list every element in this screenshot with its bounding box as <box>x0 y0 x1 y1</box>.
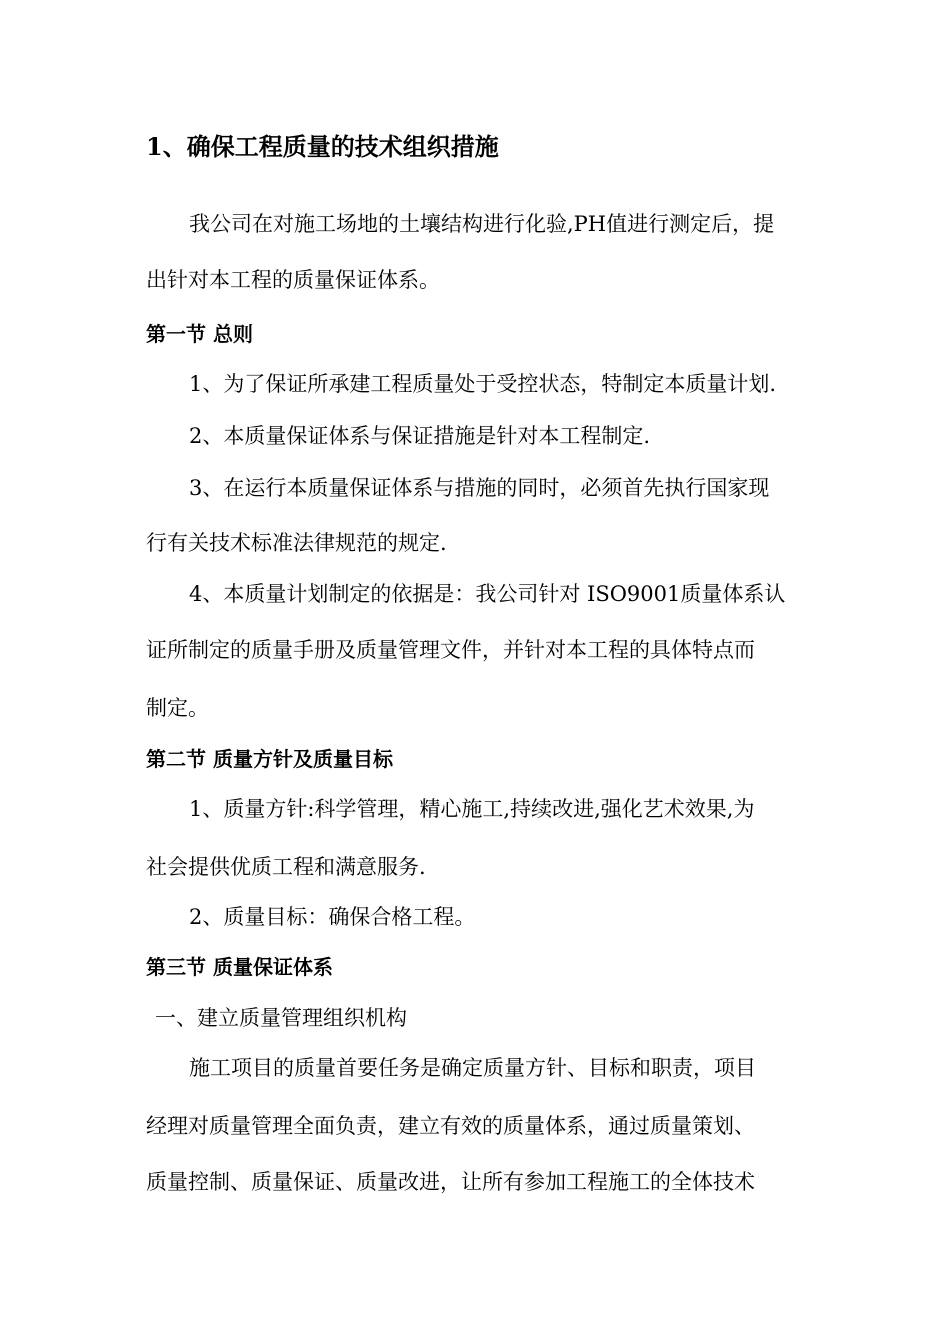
section1-item-4-line-3: 制定。 <box>146 696 209 720</box>
section1-item-3-line-1: 3、在运行本质量保证体系与措施的同时，必须首先执行国家现 <box>189 476 770 500</box>
section1-item-2: 2、本质量保证体系与保证措施是针对本工程制定. <box>189 424 651 448</box>
section2-item-1-line-2: 社会提供优质工程和满意服务. <box>146 855 426 879</box>
section1-item-4-line-1: 4、本质量计划制定的依据是：我公司针对 ISO9001质量体系认 <box>189 582 786 606</box>
section3-para-line-1: 施工项目的质量首要任务是确定质量方针、目标和职责，项目 <box>189 1056 756 1080</box>
section1-item-4-line-2: 证所制定的质量手册及质量管理文件，并针对本工程的具体特点而 <box>146 638 755 662</box>
section1-item-3-line-2: 行有关技术标准法律规范的规定. <box>146 531 447 555</box>
section3-para-line-3: 质量控制、质量保证、质量改进，让所有参加工程施工的全体技术 <box>146 1170 755 1194</box>
section3-para-line-2: 经理对质量管理全面负责，建立有效的质量体系，通过质量策划、 <box>146 1114 755 1138</box>
section3-heading: 第三节 质量保证体系 <box>146 955 333 979</box>
intro-line-1: 我公司在对施工场地的土壤结构进行化验,PH值进行测定后，提 <box>189 212 775 236</box>
section2-heading: 第二节 质量方针及质量目标 <box>146 747 393 771</box>
section2-item-1-line-1: 1、质量方针:科学管理，精心施工,持续改进,强化艺术效果,为 <box>189 797 755 821</box>
section1-item-1: 1、为了保证所承建工程质量处于受控状态，特制定本质量计划. <box>189 372 777 396</box>
section3-subheading-1: 一、建立质量管理组织机构 <box>155 1006 407 1030</box>
section1-heading: 第一节 总则 <box>146 322 253 346</box>
section2-item-2: 2、质量目标：确保合格工程。 <box>189 905 476 929</box>
document-title: 1、确保工程质量的技术组织措施 <box>146 132 499 161</box>
intro-line-2: 出针对本工程的质量保证体系。 <box>146 268 440 292</box>
